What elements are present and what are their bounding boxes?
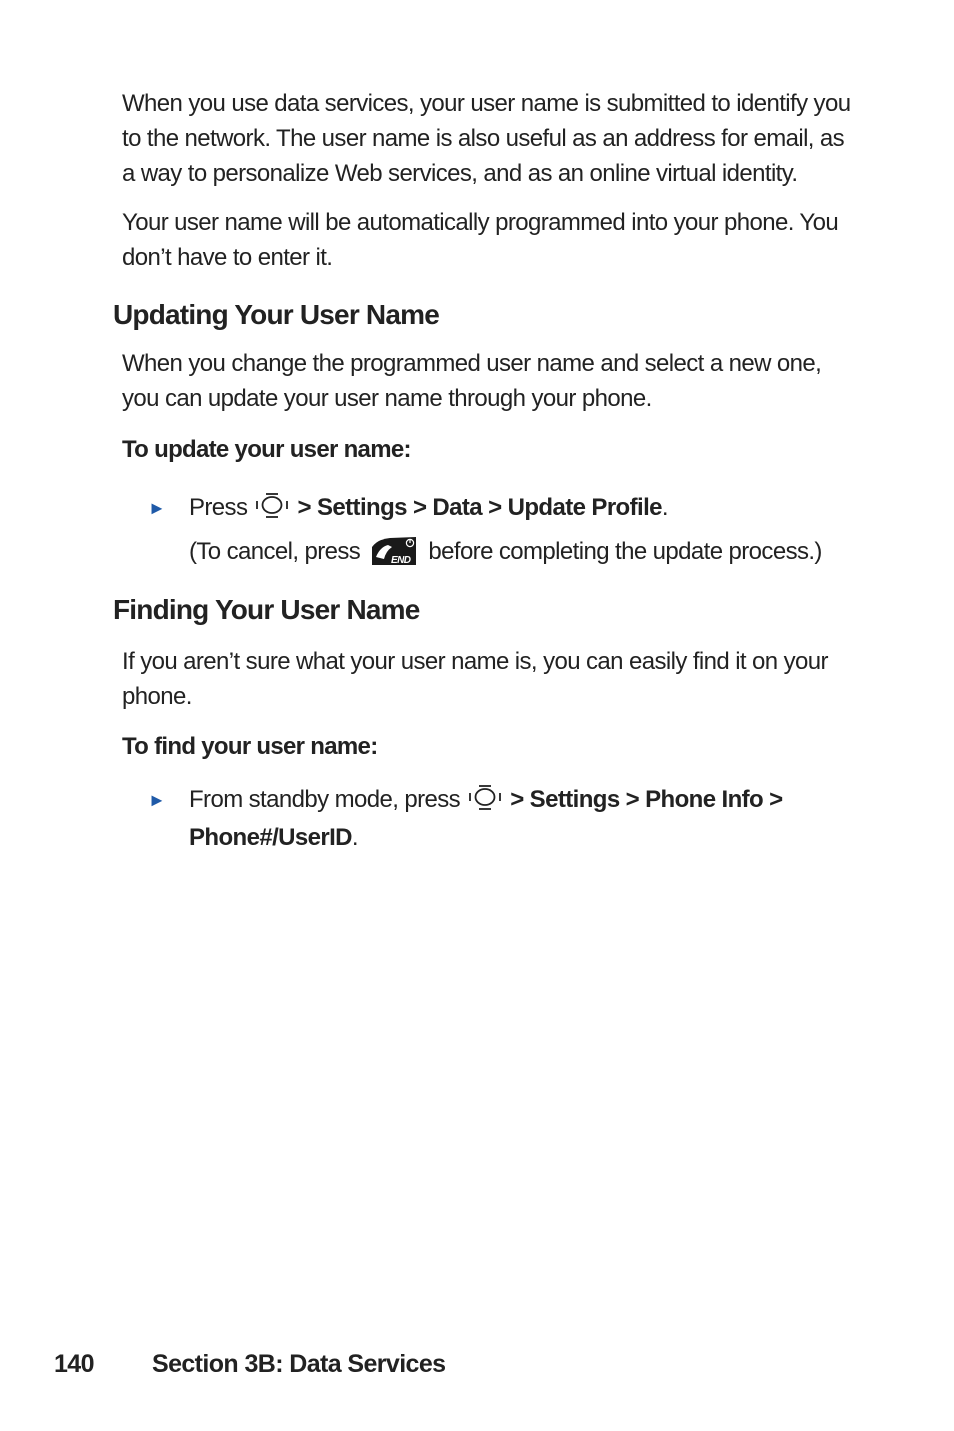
find-step	[148, 781, 848, 857]
intro-paragraph-2: Your user name will be automatically programmed into your phone. You don’t have to enter it.	[122, 209, 839, 271]
find-step-period: .	[351, 824, 358, 851]
phone-userid-path: Phone#/UserID	[189, 824, 352, 851]
update-step-period: .	[661, 494, 668, 521]
find-step-line-1	[189, 781, 829, 819]
step-arrow-icon: ►	[148, 498, 166, 518]
update-step-line-2	[189, 533, 829, 571]
cancel-text-pre: (To cancel, press	[189, 538, 361, 565]
update-step-line-1	[189, 489, 829, 527]
cancel-text-post: before completing the update process.)	[428, 538, 822, 565]
updating-subhead: To update your user name:	[122, 436, 411, 463]
update-step-body	[189, 489, 829, 571]
updating-paragraph: When you change the programmed user name and select a new one, you can update your user name through your phone.	[122, 350, 822, 412]
nav-key-icon	[468, 783, 502, 813]
intro-paragraph-1: When you use data services, your user name is submitted to identify you to the network. The user name is also useful as an address for email, as a way to personalize Web services, and as an online virtual identity.	[122, 90, 851, 187]
update-profile-path: > Settings > Data > Update Profile	[297, 494, 662, 521]
page-number: 140	[54, 1350, 94, 1378]
find-step-line-2	[189, 819, 829, 857]
nav-key-icon	[255, 491, 289, 521]
update-step	[148, 489, 848, 573]
section-title: Section 3B: Data Services	[152, 1350, 446, 1378]
end-key-label: END	[391, 555, 411, 566]
finding-heading: Finding Your User Name	[113, 594, 420, 625]
find-step-body	[189, 781, 829, 857]
phone-info-path: > Settings > Phone Info >	[510, 786, 783, 813]
standby-text: From standby mode, press	[189, 786, 461, 813]
updating-heading: Updating Your User Name	[113, 299, 439, 330]
step-arrow-icon: ►	[148, 790, 166, 810]
end-key-icon	[370, 535, 418, 567]
finding-paragraph: If you aren’t sure what your user name is, you can easily find it on your phone.	[122, 648, 828, 710]
press-label: Press	[189, 494, 248, 521]
finding-subhead: To find your user name:	[122, 733, 378, 760]
